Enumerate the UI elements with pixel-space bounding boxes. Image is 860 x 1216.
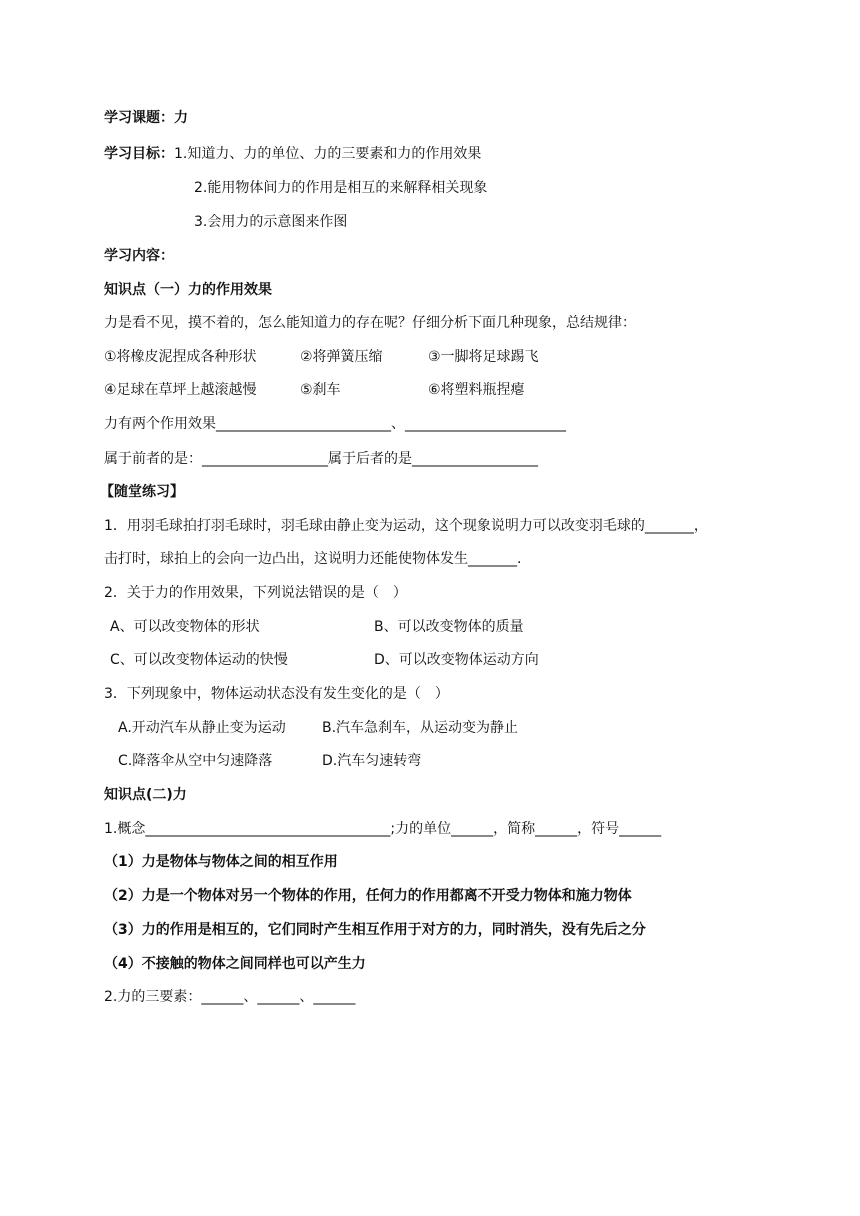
effects-blank: 力有两个作用效果_________________________、_______________________ [104, 416, 566, 432]
content-label: 学习内容： [104, 248, 174, 264]
goal-1: 1.知道力、力的单位、力的三要素和力的作用效果 [174, 146, 482, 162]
question-3-option-c: C.降落伞从空中匀速降落 [118, 753, 273, 769]
phenomena-row-1 [104, 347, 764, 367]
goal-row-1 [104, 144, 481, 164]
practice-title: 【随堂练习】 [100, 484, 184, 500]
phenomenon-2: ②将弹簧压缩 [300, 349, 383, 365]
question-3: 3．下列现象中，物体运动状态没有发生变化的是（ ） [104, 686, 449, 702]
phenomena-row-2 [104, 380, 764, 400]
phenomenon-5: ⑤刹车 [300, 382, 341, 398]
question-3-options-row-2 [118, 751, 678, 771]
goal-2: 2.能用物体间力的作用是相互的来解释相关现象 [194, 180, 488, 196]
question-3-option-d: D.汽车匀速转弯 [322, 753, 422, 769]
question-3-option-a: A.开动汽车从静止变为运动 [118, 720, 286, 736]
question-2-option-d: D、可以改变物体运动方向 [374, 652, 539, 668]
question-2-options-row-2 [110, 650, 670, 670]
phenomenon-4: ④足球在草坪上越滚越慢 [104, 382, 257, 398]
knowledge-point-1-intro: 力是看不见，摸不着的，怎么能知道力的存在呢？仔细分析下面几种现象，总结规律： [104, 315, 636, 331]
phenomenon-1: ①将橡皮泥捏成各种形状 [104, 349, 257, 365]
knowledge-point-1-title: 知识点（一）力的作用效果 [104, 282, 272, 298]
belongs-blank: 属于前者的是：__________________属于后者的是__________________ [104, 451, 538, 467]
question-2-option-c: C、可以改变物体运动的快慢 [110, 652, 288, 668]
knowledge-point-2-title: 知识点(二)力 [104, 787, 187, 803]
point-4: （4）不接触的物体之间同样也可以产生力 [104, 956, 366, 972]
phenomenon-6: ⑥将塑料瓶捏瘪 [428, 382, 525, 398]
lesson-title: 学习课题：力 [104, 110, 188, 126]
point-1: （1）力是物体与物体之间的相互作用 [104, 854, 338, 870]
question-1-line-2: 击打时，球拍上的会向一边凸出，这说明力还能使物体发生_______. [104, 551, 522, 567]
question-3-options-row-1 [118, 718, 678, 738]
question-2-option-b: B、可以改变物体的质量 [374, 619, 524, 635]
question-2-option-a: A、可以改变物体的形状 [110, 619, 260, 635]
three-elements-blank: 2.力的三要素：______、______、______ [104, 989, 356, 1005]
point-3: （3）力的作用是相互的，它们同时产生相互作用于对方的力，同时消失，没有先后之分 [104, 922, 646, 938]
question-2-options-row-1 [110, 617, 670, 637]
question-2: 2．关于力的作用效果，下列说法错误的是（ ） [104, 585, 407, 601]
phenomenon-3: ③一脚将足球踢飞 [428, 349, 539, 365]
goal-label: 学习目标： [104, 146, 174, 162]
concept-blank: 1.概念___________________________________;力的单位______，简称______，符号______ [104, 821, 662, 837]
question-1-line-1: 1．用羽毛球拍打羽毛球时，羽毛球由静止变为运动，这个现象说明力可以改变羽毛球的_______， [104, 518, 708, 534]
question-3-option-b: B.汽车急刹车，从运动变为静止 [322, 720, 519, 736]
goal-3: 3.会用力的示意图来作图 [194, 214, 348, 230]
point-2: （2）力是一个物体对另一个物体的作用，任何力的作用都离不开受力物体和施力物体 [104, 888, 632, 904]
